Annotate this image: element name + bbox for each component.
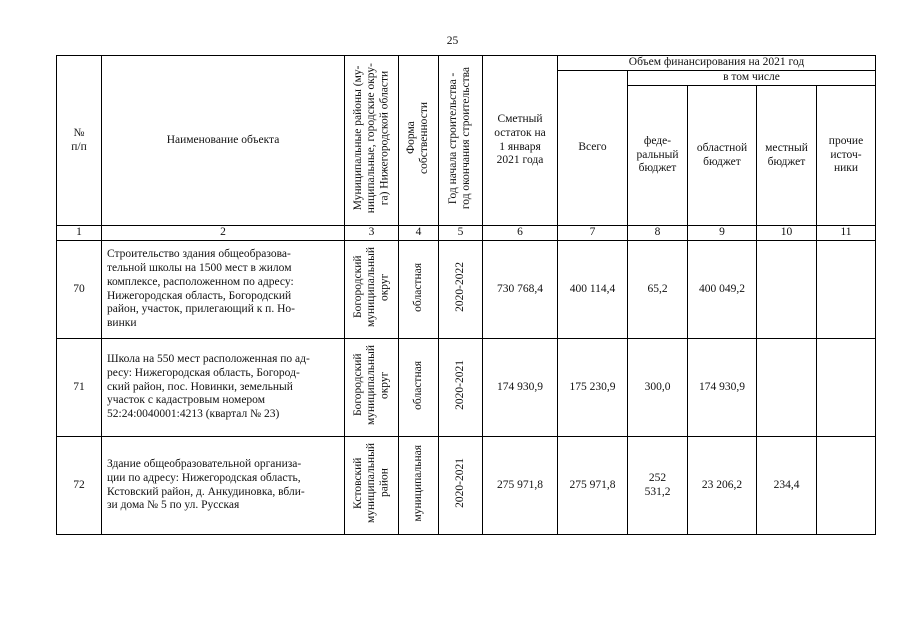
other-value [817, 241, 876, 339]
header-col-municipality-text: Муниципальные районы (му- ниципальные, городские окру- га) Нижегородской области [351, 62, 391, 214]
column-number: 6 [483, 226, 558, 241]
balance-value: 174 930,9 [483, 339, 558, 437]
header-col-local: местный бюджет [757, 86, 817, 226]
object-name: Школа на 550 мест расположенная по ад- ресу: Нижегородская область, Богород- ский район, пос. Новинки, земельный участок с кадастровым номером 52:24:0040001:4213 (квартал № 23) [102, 339, 345, 437]
ownership-cell [399, 437, 439, 535]
header-col-regional: областной бюджет [688, 86, 757, 226]
ownership-text: областная [411, 262, 424, 312]
table-row [57, 339, 876, 437]
header-col-years [439, 56, 483, 226]
years-text: 2020-2021 [453, 458, 466, 509]
financing-table [56, 55, 876, 535]
header-col-name: Наименование объекта [102, 56, 345, 226]
page-number: 25 [446, 35, 459, 47]
header-col-municipality [345, 56, 399, 226]
column-number: 7 [558, 226, 628, 241]
column-number: 4 [399, 226, 439, 241]
municipality-text: Кстовский муниципальный район [351, 443, 391, 524]
balance-value: 730 768,4 [483, 241, 558, 339]
header-row-1 [57, 56, 876, 71]
municipality-text: Богородский муниципальный округ [351, 247, 391, 328]
header-col-balance: Сметный остаток на 1 января 2021 года [483, 56, 558, 226]
header-col-years-text: Год начала строительства - год окончания строительства [447, 67, 473, 210]
column-number: 11 [817, 226, 876, 241]
column-number: 10 [757, 226, 817, 241]
ownership-text: областная [411, 360, 424, 410]
municipality-cell [345, 241, 399, 339]
regional-value: 23 206,2 [688, 437, 757, 535]
balance-value: 275 971,8 [483, 437, 558, 535]
regional-value: 174 930,9 [688, 339, 757, 437]
ownership-cell [399, 339, 439, 437]
local-value [757, 339, 817, 437]
table-row [57, 437, 876, 535]
column-number: 1 [57, 226, 102, 241]
header-col-total: Всего [558, 71, 628, 226]
column-number: 8 [628, 226, 688, 241]
column-number-row [57, 226, 876, 241]
row-number: 71 [57, 339, 102, 437]
column-number: 2 [102, 226, 345, 241]
municipality-cell [345, 339, 399, 437]
row-number: 70 [57, 241, 102, 339]
other-value [817, 437, 876, 535]
header-col-federal: феде- ральный бюджет [628, 86, 688, 226]
column-number: 5 [439, 226, 483, 241]
local-value [757, 241, 817, 339]
header-col-no: № п/п [57, 56, 102, 226]
years-text: 2020-2022 [453, 262, 466, 313]
ownership-cell [399, 241, 439, 339]
header-col-other: прочие источ- ники [817, 86, 876, 226]
header-including-group: в том числе [628, 71, 876, 86]
federal-value: 252 531,2 [628, 437, 688, 535]
municipality-cell [345, 437, 399, 535]
years-text: 2020-2021 [453, 360, 466, 411]
row-number: 72 [57, 437, 102, 535]
ownership-text: муниципальная [411, 444, 424, 522]
header-funding-group: Объем финансирования на 2021 год [558, 56, 876, 71]
years-cell [439, 437, 483, 535]
total-value: 400 114,4 [558, 241, 628, 339]
total-value: 175 230,9 [558, 339, 628, 437]
column-number: 9 [688, 226, 757, 241]
federal-value: 65,2 [628, 241, 688, 339]
object-name: Строительство здания общеобразова- тельной школы на 1500 мест в жилом комплексе, расположенном по адресу: Нижегородская область, Богородский район, участок, прилегающий к п. Но- винки [102, 241, 345, 339]
total-value: 275 971,8 [558, 437, 628, 535]
municipality-text: Богородский муниципальный округ [351, 345, 391, 426]
years-cell [439, 339, 483, 437]
federal-value: 300,0 [628, 339, 688, 437]
other-value [817, 339, 876, 437]
table-row [57, 241, 876, 339]
object-name: Здание общеобразовательной организа- ции по адресу: Нижегородская область, Кстовский район, д. Анкудиновка, вбли- зи дома № 5 по ул. Русская [102, 437, 345, 535]
years-cell [439, 241, 483, 339]
local-value: 234,4 [757, 437, 817, 535]
header-col-ownership-text: Форма собственности [405, 102, 431, 175]
column-number: 3 [345, 226, 399, 241]
header-col-ownership [399, 56, 439, 226]
regional-value: 400 049,2 [688, 241, 757, 339]
